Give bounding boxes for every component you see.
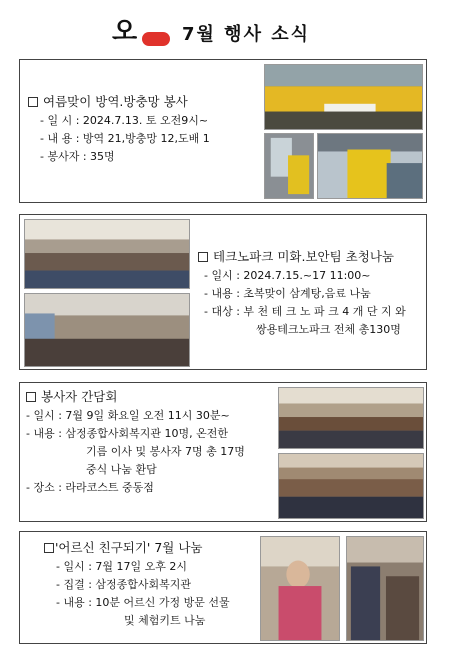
detail-line: - 장소 : 라라코스트 중동점 (26, 481, 154, 494)
detail-line: - 대상 : 부 천 테 크 노 파 크 4 개 단 지 와 (204, 305, 406, 318)
detail-line: 및 체험키트 나눔 (124, 614, 206, 627)
section-heading: 여름맞이 방역.방충망 봉사 (28, 92, 210, 112)
detail-line: - 집결 : 삼정종합사회복지관 (56, 578, 192, 591)
page-header (0, 14, 450, 54)
detail-line: - 내용 : 삼정종합사회복지관 10명, 온전한 (26, 427, 229, 440)
photo-elder-visit-1 (260, 536, 340, 641)
photo-meal-sharing-1 (24, 219, 190, 289)
detail-line: - 내용 : 초복맞이 삼계탕,음료 나눔 (204, 287, 371, 300)
checkbox-icon (26, 392, 36, 402)
organization-logo (112, 18, 168, 50)
section-heading: 봉사자 간담회 (26, 387, 245, 407)
photo-volunteer-work (317, 133, 423, 199)
section-heading: '어르신 친구되기' 7월 나눔 (44, 538, 230, 558)
detail-line: - 일시 : 7월 17일 오후 2시 (56, 560, 188, 573)
logo-badge (142, 32, 170, 46)
section-text (26, 387, 245, 497)
photo-volunteer-group (264, 64, 423, 130)
detail-line: - 일 시 : 2024.7.13. 토 오전9시~ (40, 114, 209, 127)
detail-line: - 내용 : 10분 어르신 가정 방문 선물 (56, 596, 230, 609)
photo-meeting-2 (278, 453, 424, 519)
detail-line-continuation: 쌍용테크노파크 전체 총130명 (256, 323, 401, 336)
photo-screen-repair (264, 133, 314, 199)
checkbox-icon (198, 252, 208, 262)
section-technopark-sharing (19, 214, 427, 370)
section-text (198, 247, 406, 339)
detail-line: - 일시 : 7월 9일 화요일 오전 11시 30분~ (26, 409, 230, 422)
detail-line: 중식 나눔 환담 (86, 463, 157, 476)
checkbox-icon (28, 97, 38, 107)
detail-line: - 일시 : 2024.7.15.~17 11:00~ (204, 269, 371, 282)
section-summer-volunteer (19, 59, 427, 203)
photo-meal-sharing-2 (24, 293, 190, 367)
section-text (28, 92, 210, 166)
detail-line: 기름 이사 및 봉사자 7명 총 17명 (86, 445, 245, 458)
checkbox-icon (44, 543, 54, 553)
photo-meeting-1 (278, 387, 424, 449)
section-text (44, 538, 230, 630)
logo-letter: 오 (112, 17, 138, 47)
detail-line: - 봉사자 : 35명 (40, 150, 115, 163)
photo-elder-visit-2 (346, 536, 424, 641)
section-elder-friend (19, 531, 427, 644)
detail-line: - 내 용 : 방역 21,방충망 12,도배 1 (40, 132, 210, 145)
page-title: 7월 행사 소식 (182, 24, 310, 45)
section-heading: 테크노파크 미화.보안팀 초청나눔 (198, 247, 406, 267)
section-volunteer-meeting (19, 382, 427, 522)
